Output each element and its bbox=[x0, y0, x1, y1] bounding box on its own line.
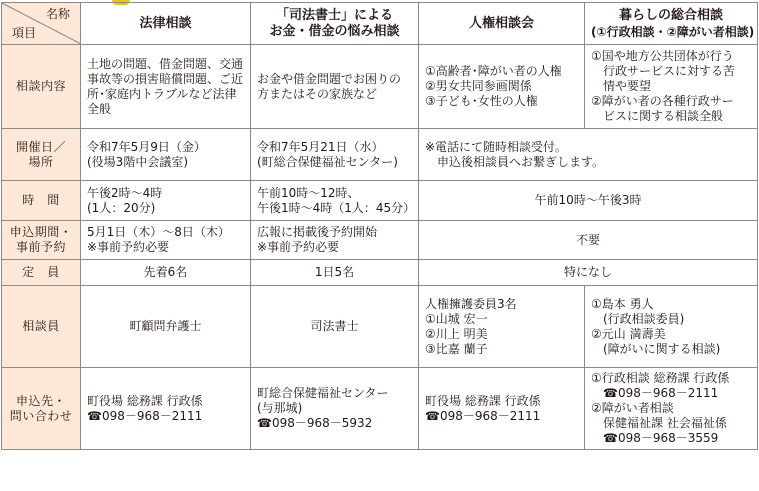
column-header-kurashi: 暮らしの総合相談 (①行政相談・②障がい者相談) bbox=[585, 3, 758, 45]
cell-content-jinken: ①高齢者･障がい者の人権 ②男女共同参画関係 ③子ども･女性の人権 bbox=[419, 45, 585, 129]
cell-contact-kurashi: ①行政相談 総務課 行政係 ☎098－968－2111 ②障がい者相談 保健福祉課 社会福祉係 ☎098－968－3559 bbox=[585, 368, 758, 450]
cell-date-merged: ※電話にて随時相談受付。 申込後相談員へお繋ぎします。 bbox=[419, 129, 758, 181]
row-label-date: 開催日／ 場所 bbox=[2, 129, 81, 181]
column-header-money: 「司法書士」による お金・借金の悩み相談 bbox=[251, 3, 419, 45]
row-label-apply: 申込期間・ 事前予約 bbox=[2, 221, 81, 260]
cell-content-law: 土地の問題、借金問題、交通事故等の損害賠償問題、ご近所･家庭内トラブルなど法律全般 bbox=[81, 45, 251, 129]
row-label-time: 時 間 bbox=[2, 181, 81, 221]
cell-content-money: お金や借金問題でお困りの方またはその家族など bbox=[251, 45, 419, 129]
cell-counselor-law: 町顧問弁護士 bbox=[81, 286, 251, 368]
row-label-content: 相談内容 bbox=[2, 45, 81, 129]
cell-counselor-jinken: 人権擁護委員3名 ①山城 宏一 ②川上 明美 ③比嘉 蘭子 bbox=[419, 286, 585, 368]
row-label-contact: 申込先・ 問い合わせ bbox=[2, 368, 81, 450]
row-counselor bbox=[2, 286, 758, 368]
cell-apply-money: 広報に掲載後予約開始 ※事前予約必要 bbox=[251, 221, 419, 260]
cell-time-law: 午後2時～4時 (1人：20分) bbox=[81, 181, 251, 221]
cell-date-law: 令和7年5月9日（金） (役場3階中会議室) bbox=[81, 129, 251, 181]
header-row bbox=[2, 3, 758, 45]
corner-item-label: 項目 bbox=[12, 26, 37, 40]
corner-name-label: 名称 bbox=[45, 7, 70, 21]
cell-counselor-kurashi: ①島本 勇人 (行政相談委員) ②元山 満壽美 (障がいに関する相談) bbox=[585, 286, 758, 368]
cell-capacity-merged: 特になし bbox=[419, 260, 758, 286]
row-content bbox=[2, 45, 758, 129]
consultation-table bbox=[1, 2, 758, 450]
corner-cell bbox=[2, 3, 81, 45]
row-contact bbox=[2, 368, 758, 450]
row-time bbox=[2, 181, 758, 221]
cell-contact-jinken: 町役場 総務課 行政係 ☎098－968－2111 bbox=[419, 368, 585, 450]
cell-date-money: 令和7年5月21日（水） (町総合保健福祉センター) bbox=[251, 129, 419, 181]
cell-apply-law: 5月1日（木）～8日（木） ※事前予約必要 bbox=[81, 221, 251, 260]
row-label-counselor: 相談員 bbox=[2, 286, 81, 368]
cell-counselor-money: 司法書士 bbox=[251, 286, 419, 368]
row-date bbox=[2, 129, 758, 181]
cell-time-merged: 午前10時～午後3時 bbox=[419, 181, 758, 221]
column-header-jinken: 人権相談会 bbox=[419, 3, 585, 45]
cell-apply-merged: 不要 bbox=[419, 221, 758, 260]
row-capacity bbox=[2, 260, 758, 286]
cell-capacity-money: 1日5名 bbox=[251, 260, 419, 286]
column-header-law: 法律相談 bbox=[81, 3, 251, 45]
cell-contact-law: 町役場 総務課 行政係 ☎098－968－2111 bbox=[81, 368, 251, 450]
cell-contact-money: 町総合保健福祉センター (与那城) ☎098－968－5932 bbox=[251, 368, 419, 450]
row-apply bbox=[2, 221, 758, 260]
row-label-capacity: 定 員 bbox=[2, 260, 81, 286]
cell-time-money: 午前10時～12時、 午後1時～4時（1人：45分） bbox=[251, 181, 419, 221]
cell-capacity-law: 先着6名 bbox=[81, 260, 251, 286]
cell-content-kurashi: ①国や地方公共団体が行う 行政サービスに対する苦 情や要望 ②障がい者の各種行政サー ビスに関する相談全般 bbox=[585, 45, 758, 129]
